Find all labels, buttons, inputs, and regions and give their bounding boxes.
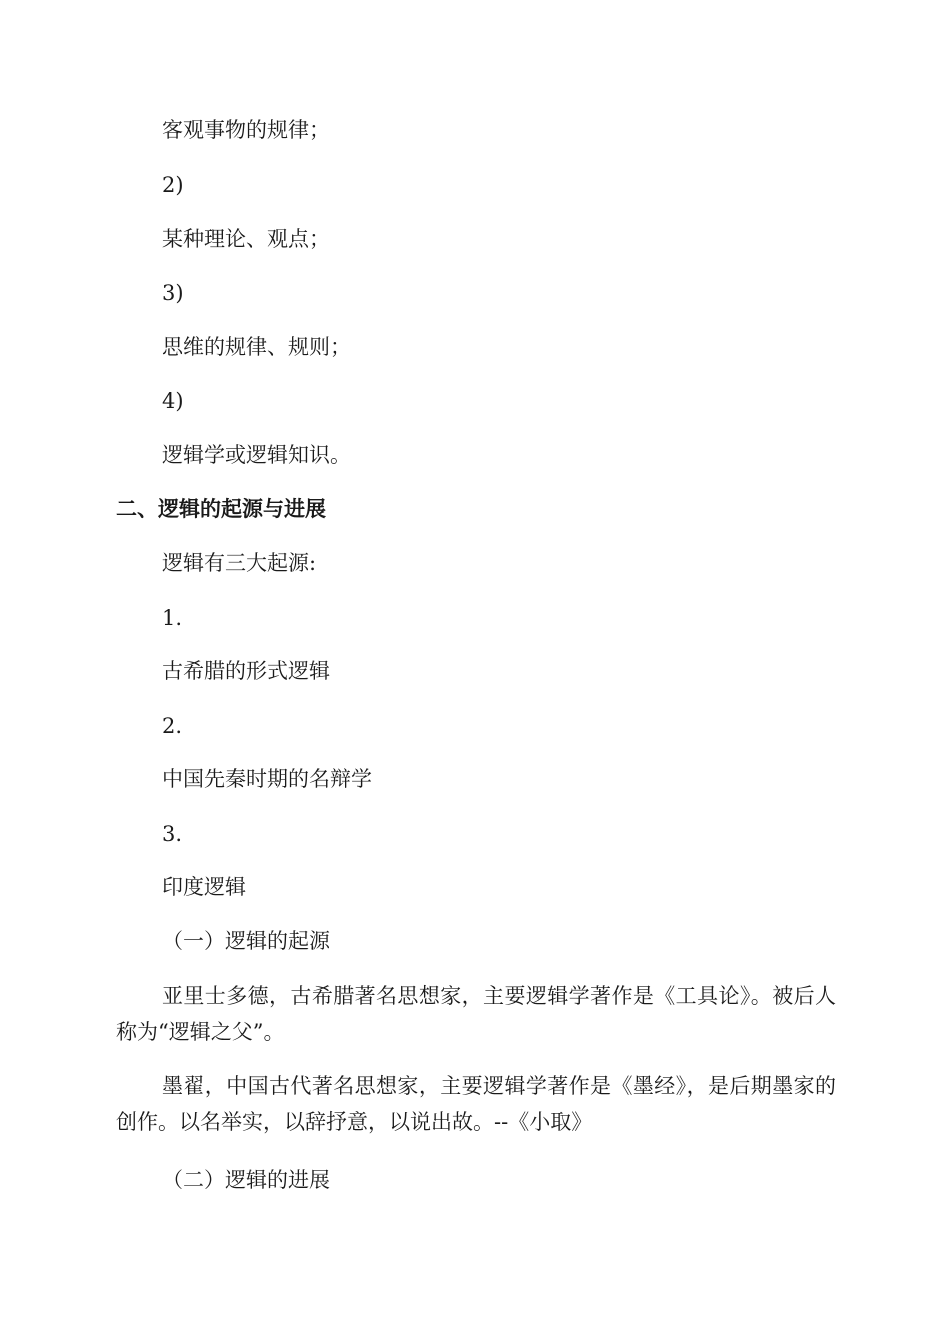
origin-text: 印度逻辑 — [162, 875, 246, 899]
list-item-number: 4) — [162, 389, 184, 413]
subsection-heading: （一）逻辑的起源 — [162, 929, 330, 953]
origin-number: 3. — [162, 822, 183, 846]
paragraph-aristotle: 亚里士多德，古希腊著名思想家，主要逻辑学著作是《工具论》。被后人称为“逻辑之父”。 — [116, 984, 836, 1044]
origin-number: 1. — [162, 606, 183, 630]
list-item-text: 思维的规律、规则； — [162, 335, 351, 359]
list-item-text: 客观事物的规律； — [162, 118, 330, 142]
list-item-number: 3) — [162, 281, 184, 305]
paragraph-mozi: 墨翟，中国古代著名思想家，主要逻辑学著作是《墨经》，是后期墨家的创作。以名举实，以辞抒意，以说出故。--《小取》 — [116, 1074, 836, 1134]
origin-text: 中国先秦时期的名辩学 — [162, 767, 372, 791]
subsection-heading: （二）逻辑的进展 — [162, 1168, 330, 1192]
origin-text: 古希腊的形式逻辑 — [162, 659, 330, 683]
origin-number: 2. — [162, 714, 183, 738]
section-heading: 二、逻辑的起源与进展 — [116, 497, 326, 521]
section-intro: 逻辑有三大起源: — [162, 551, 317, 575]
list-item-text: 逻辑学或逻辑知识。 — [162, 443, 351, 467]
list-item-number: 2) — [162, 173, 184, 197]
list-item-text: 某种理论、观点； — [162, 227, 330, 251]
